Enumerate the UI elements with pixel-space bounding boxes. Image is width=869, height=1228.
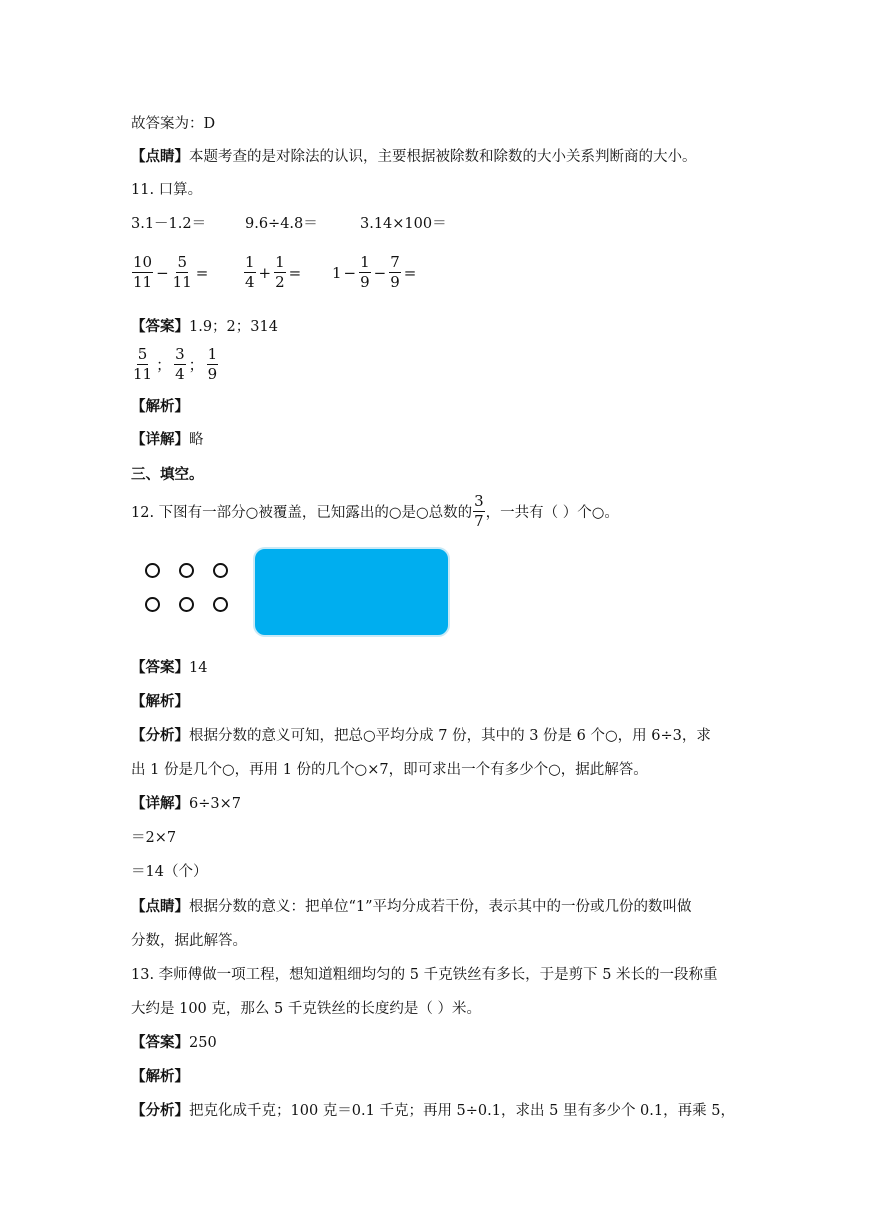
calc-fraction-2: $\frac{1}{4}$ + $\frac{1}{2}$ = [245,253,302,291]
q11-answer [131,317,278,337]
q12-analysis-tag: 【解析】 [131,694,189,710]
q12-fenxi-2: 出 1 份是几个○，再用 1 份的几个○×7，即可求出一个有多少个○，据此解答。 [131,762,648,778]
q12-detail-3: ＝14（个） [131,864,208,880]
section-title: 三、填空。 [131,467,204,483]
calc-item: 3.1－1.2＝ [131,216,207,232]
q11-title: 11. 口算。 [131,182,203,198]
q11-answer-fractions: $\frac{5}{11}$ ； $\frac{3}{4}$ ； $\frac{1}{9}$ [133,345,218,383]
fraction: $\frac{5}{11}$ [172,253,192,291]
fenxi-tag: 【分析】 [131,728,189,744]
circle [179,563,194,578]
q13-line-1: 13. 李师傅做一项工程，想知道粗细均匀的 5 千克铁丝有多长，于是剪下 5 米长的一段称重 [131,967,718,983]
q11-analysis-tag: 【解析】 [131,399,189,415]
fenxi-tag: 【分析】 [131,1103,189,1119]
fraction: $\frac{1}{9}$ [360,253,370,291]
detail-tag: 【详解】 [131,796,189,812]
circle [213,597,228,612]
q12-detail-1 [131,794,241,814]
q12-answer [131,658,207,678]
answer-text: 1.9；2；314 [189,319,278,335]
calc-item: 3.14×100＝ [360,216,447,232]
fraction: $\frac{1}{4}$ [245,253,255,291]
circle [145,597,160,612]
q12-fenxi-1 [131,726,711,746]
circle [213,563,228,578]
calc-fraction-3: 1 − $\frac{1}{9}$ − $\frac{7}{9}$ = [332,253,417,291]
prev-answer: 故答案为：D [131,116,216,132]
q13-fenxi-1 [131,1101,735,1121]
cover-rectangle [253,547,450,637]
prev-comment [131,147,697,167]
q13-analysis-tag: 【解析】 [131,1069,189,1085]
fraction: $\frac{1}{2}$ [275,253,285,291]
fraction: $\frac{10}{11}$ [133,253,153,291]
fraction: $\frac{1}{9}$ [207,345,218,383]
question-text: ，一共有（ ）个○。 [485,505,619,521]
fraction: $\frac{5}{11}$ [133,345,153,383]
comment-text: 本题考查的是对除法的认识，主要根据被除数和除数的大小关系判断商的大小。 [189,149,697,165]
q13-answer [131,1033,217,1053]
fraction: $\frac{3}{7}$ [474,492,484,530]
q11-row1 [131,214,206,234]
fenxi-text: 根据分数的意义可知，把总○平均分成 7 份，其中的 3 份是 6 个○，用 6÷3，求 [189,728,711,744]
calc-fraction-1: $\frac{10}{11}$ − $\frac{5}{11}$ = [133,253,209,291]
fenxi-text: 把克化成千克；100 克＝0.1 千克；再用 5÷0.1，求出 5 里有多少个 0.1，再乘 5， [189,1103,735,1119]
comment-text: 根据分数的意义：把单位“1”平均分成若干份，表示其中的一份或几份的数叫做 [189,899,692,915]
answer-text: 250 [189,1035,217,1051]
q12-comment-2: 分数，据此解答。 [131,933,247,949]
comment-tag: 【点睛】 [131,149,189,165]
detail-tag: 【详解】 [131,432,189,448]
q12-comment-1 [131,897,692,917]
fraction: $\frac{3}{4}$ [175,345,185,383]
calc-item: 9.6÷4.8＝ [245,216,318,232]
circle [179,597,194,612]
answer-tag: 【答案】 [131,319,189,335]
fraction: $\frac{7}{9}$ [390,253,400,291]
circle [145,563,160,578]
q11-detail [131,430,204,450]
q13-line-2: 大约是 100 克，那么 5 千克铁丝的长度约是（ ）米。 [131,1001,481,1017]
answer-tag: 【答案】 [131,1035,189,1051]
question-text: 12. 下图有一部分○被覆盖，已知露出的○是○总数的 [131,505,473,521]
detail-text: 略 [189,432,204,448]
answer-text: 14 [189,660,208,676]
q12-detail-2: ＝2×7 [131,830,177,846]
q12-question [131,493,619,530]
answer-tag: 【答案】 [131,660,189,676]
comment-tag: 【点睛】 [131,899,189,915]
detail-text: 6÷3×7 [189,796,241,812]
